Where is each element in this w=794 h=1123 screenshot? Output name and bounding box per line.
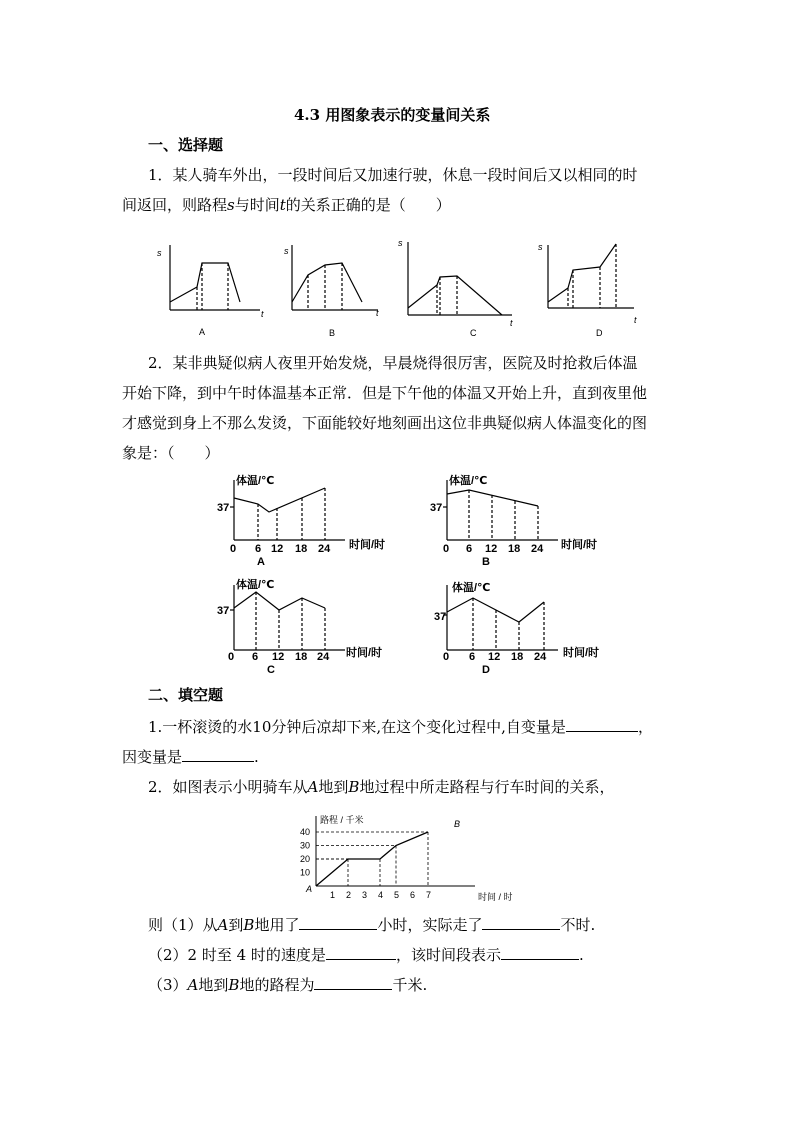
temp-b-label: B (482, 556, 490, 568)
temp-d-x18: 18 (511, 651, 524, 663)
temp-b-y-tick: 37 (430, 502, 443, 514)
temp-c-label: C (267, 664, 275, 676)
answer-blank-dependent[interactable] (182, 747, 254, 762)
graph-c (408, 242, 512, 315)
chart-y-label: 路程 / 千米 (320, 815, 364, 825)
temp-c-x0: 0 (228, 651, 235, 663)
temp-a-label: A (257, 556, 265, 568)
temp-d-x-label: 时间/时 (563, 647, 600, 659)
answer-blank-actual[interactable] (482, 915, 560, 930)
temp-a-x18: 18 (295, 543, 308, 555)
x-tick-label: 7 (426, 890, 432, 900)
graph-d-x-label: t (634, 315, 637, 325)
answer-blank-meaning[interactable] (501, 945, 579, 960)
temp-b-x18: 18 (508, 543, 521, 555)
temp-a-x0: 0 (230, 543, 237, 555)
graph-d-label: D (596, 328, 603, 338)
temp-graph-d (443, 585, 558, 650)
temp-a-x24: 24 (318, 543, 331, 555)
graph-c-label: C (470, 328, 477, 338)
x-tick-label: 6 (410, 890, 416, 900)
graph-a (170, 245, 260, 310)
graph-b-y-label: s (284, 246, 289, 256)
temp-b-x-label: 时间/时 (561, 539, 598, 551)
temp-c-x18: 18 (295, 651, 308, 663)
f2-p3: （3）A地到B地的路程为 千米. (148, 976, 428, 994)
temp-c-x-label: 时间/时 (346, 647, 383, 659)
answer-blank-independent[interactable] (566, 717, 638, 732)
q1-graphs (150, 230, 650, 340)
temp-b-x0: 0 (443, 543, 450, 555)
graph-a-y-label: s (157, 248, 162, 258)
chart-origin-label: A (306, 884, 313, 894)
x-tick-label: 5 (394, 890, 400, 900)
graph-b (292, 245, 378, 310)
q2-graphs (215, 470, 615, 680)
temp-d-y-tick: 37 (434, 611, 447, 623)
temp-a-x12: 12 (271, 543, 284, 555)
temp-b-x12: 12 (485, 543, 498, 555)
x-tick-label: 3 (362, 890, 368, 900)
temp-c-x24: 24 (317, 651, 330, 663)
q1-line2: 间返回，则路程s与时间t的关系正确的是（ ） (122, 196, 451, 214)
q2-line3: 才感觉到身上不那么发烫，下面能较好地刻画出这位非典疑似病人体温变化的图 (122, 414, 648, 432)
x-tick-label: 2 (346, 890, 352, 900)
f2-line1: 2．如图表示小明骑车从A地到B地过程中所走路程与行车时间的关系， (148, 778, 615, 796)
temp-d-x6: 6 (469, 651, 476, 663)
f1-line1: 1.一杯滚烫的水10分钟后凉却下来,在这个变化过程中,自变量是 ， (148, 718, 653, 736)
temp-c-x12: 12 (272, 651, 285, 663)
temp-b-x6: 6 (466, 543, 473, 555)
graph-a-label: A (199, 327, 206, 337)
graph-c-y-label: s (398, 238, 403, 248)
temp-b-y-label: 体温/℃ (449, 475, 488, 487)
temp-d-x12: 12 (488, 651, 501, 663)
temp-d-x24: 24 (534, 651, 547, 663)
temp-a-x-label: 时间/时 (349, 539, 386, 551)
graph-c-x-label: t (510, 318, 513, 328)
section-heading-fill: 二、填空题 (148, 686, 224, 704)
graph-b-label: B (329, 328, 336, 338)
answer-blank-speed[interactable] (326, 945, 396, 960)
y-tick-label: 20 (300, 854, 311, 864)
f2-p2: （2）2 时至 4 时的速度是 ，该时间段表示 . (148, 946, 584, 964)
temp-c-y-tick: 37 (217, 605, 230, 617)
temp-d-y-label: 体温/℃ (452, 582, 491, 594)
temp-d-x0: 0 (443, 651, 450, 663)
x-tick-label: 4 (378, 890, 384, 900)
q2-line1: 2．某非典疑似病人夜里开始发烧，早晨烧得很厉害，医院及时抢救后体温 (148, 354, 638, 372)
temp-graph-a (230, 480, 345, 540)
temp-c-y-label: 体温/℃ (236, 579, 275, 591)
answer-blank-hours[interactable] (299, 915, 377, 930)
graph-d (548, 244, 634, 308)
page-title: 4.3 用图象表示的变量间关系 (294, 106, 491, 124)
distance-time-chart (290, 808, 540, 908)
section-heading-choice: 一、选择题 (148, 136, 224, 154)
graph-d-y-label: s (538, 242, 543, 252)
q1-line1: 1．某人骑车外出，一段时间后又加速行驶，休息一段时间后又以相同的时 (148, 166, 638, 184)
temp-a-y-tick: 37 (217, 502, 230, 514)
y-tick-label: 10 (300, 867, 311, 878)
q2-line4: 象是：（ ） (122, 444, 220, 462)
chart-end-label: B (454, 819, 461, 829)
temp-d-label: D (482, 664, 490, 676)
temp-graph-c (230, 585, 345, 650)
f2-p1: 则（1）从A到B地用了 小时，实际走了 不时. (148, 916, 596, 934)
f1-line2: 因变量是 . (122, 748, 259, 766)
graph-b-x-label: t (376, 308, 379, 318)
temp-graph-b (443, 480, 558, 540)
temp-b-x24: 24 (531, 543, 544, 555)
answer-blank-distance[interactable] (314, 975, 392, 990)
temp-a-y-label: 体温/℃ (236, 475, 275, 487)
chart-x-label: 时间 / 时 (478, 892, 513, 902)
temp-a-x6: 6 (255, 543, 262, 555)
temp-c-x6: 6 (252, 651, 259, 663)
q2-line2: 开始下降，到中午时体温基本正常．但是下午他的体温又开始上升，直到夜里他 (122, 384, 648, 402)
graph-a-x-label: t (261, 309, 264, 319)
y-tick-label: 40 (300, 827, 311, 837)
x-tick-label: 1 (330, 890, 336, 900)
y-tick-label: 30 (300, 840, 311, 851)
